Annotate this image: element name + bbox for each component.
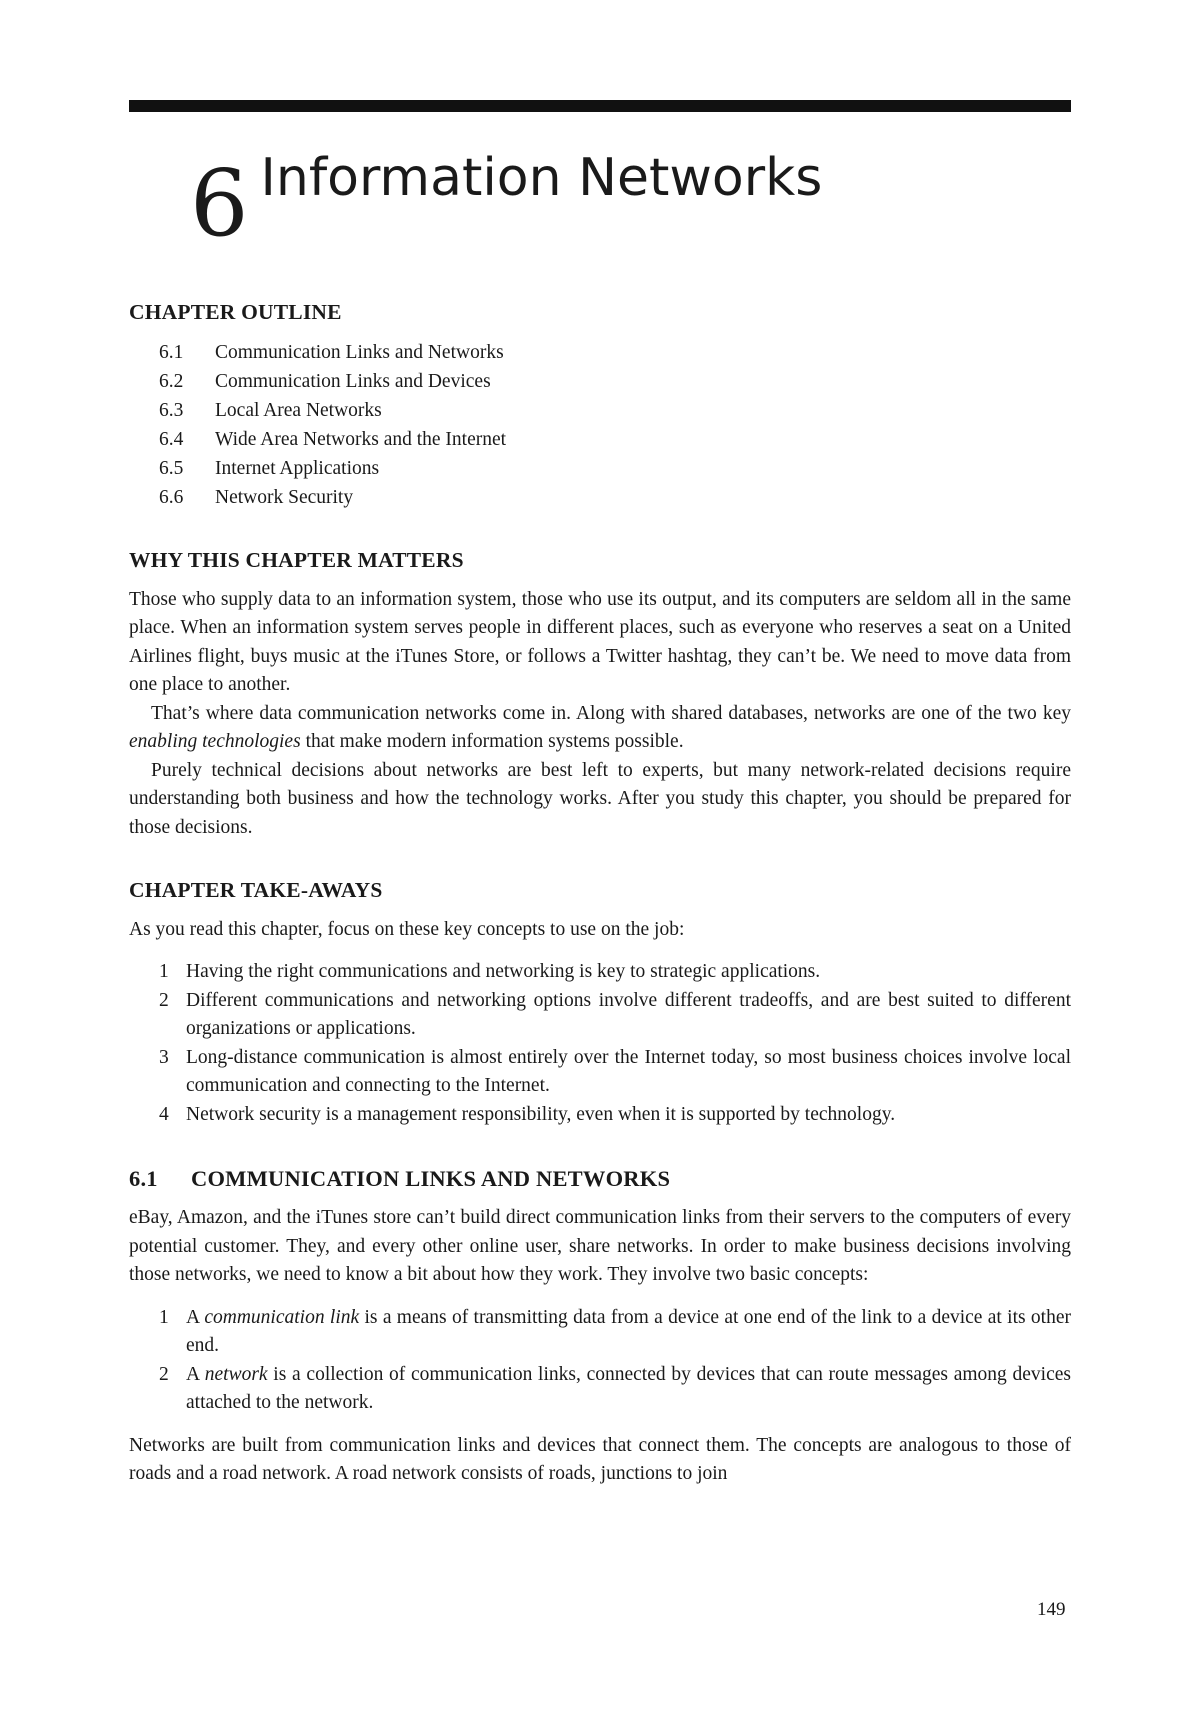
section-6-1-heading xyxy=(129,1165,1071,1192)
takeaway-item xyxy=(159,987,1071,1044)
section-6-1-paragraph-1: eBay, Amazon, and the iTunes store can’t build direct communication links from their servers to the computers of every potential customer. They, and every other online user, share networks. In order to make business decisions involving those networks, we need to know a bit about how they work. They involve two basic concepts: xyxy=(129,1207,1071,1286)
outline-item xyxy=(159,454,1071,483)
concept-number: 2 xyxy=(159,1363,169,1385)
outline-item-label: Internet Applications xyxy=(215,457,380,479)
outline-item-number: 6.4 xyxy=(159,428,184,450)
outline-heading: CHAPTER OUTLINE xyxy=(129,300,342,324)
takeaway-number: 3 xyxy=(159,1046,169,1068)
concept-text xyxy=(186,1304,1071,1361)
concept-text-end: is a collection of communication links, connected by devices that can route messages among devices attached to the network. xyxy=(186,1363,1071,1414)
takeaway-text: Long-distance communication is almost entirely over the Internet today, so most business choices involve local communication and connecting to the Internet. xyxy=(186,1046,1071,1097)
concept-item xyxy=(159,1361,1071,1418)
chapter-outline xyxy=(159,338,1071,512)
takeaways-intro: As you read this chapter, focus on these key concepts to use on the job: xyxy=(129,918,685,940)
page-content xyxy=(129,300,1071,1489)
concept-text xyxy=(186,1361,1071,1418)
outline-item-label: Communication Links and Devices xyxy=(215,370,491,392)
why-paragraph-2 xyxy=(129,700,1071,757)
why-paragraph-1: Those who supply data to an information system, those who use its output, and its computers are seldom all in the same place. When an information system serves people in different places, such as everyone who reserves a seat on a United Airlines flight, buys music at the iTunes Store, or follows a Twitter hashtag, they can’t be. We need to move data from one place to another. xyxy=(129,588,1071,696)
concept-term: network xyxy=(204,1363,268,1385)
takeaway-text: Network security is a management responsibility, even when it is supported by technology. xyxy=(186,1103,896,1125)
outline-item-label: Network Security xyxy=(215,486,354,508)
outline-item-label: Local Area Networks xyxy=(215,399,382,421)
concept-text-end: is a means of transmitting data from a device at one end of the link to a device at its other end. xyxy=(186,1306,1072,1357)
why-paragraph-3: Purely technical decisions about networks are best left to experts, but many network-related decisions require understanding both business and how the technology works. After you study this chapter, you should be prepared for those decisions. xyxy=(129,759,1071,838)
outline-item-number: 6.1 xyxy=(159,341,184,363)
chapter-title-text: Information Networks xyxy=(260,148,823,208)
takeaway-number: 4 xyxy=(159,1103,169,1125)
outline-item-number: 6.6 xyxy=(159,486,184,508)
takeaway-item xyxy=(159,1044,1071,1101)
takeaway-text: Having the right communications and networking is key to strategic applications. xyxy=(186,961,821,983)
outline-item-number: 6.3 xyxy=(159,399,184,421)
outline-item-label: Wide Area Networks and the Internet xyxy=(215,428,507,450)
concept-text-start: A xyxy=(186,1363,205,1385)
takeaway-number: 1 xyxy=(159,961,169,983)
takeaways-list xyxy=(129,958,1071,1129)
concepts-list xyxy=(129,1304,1071,1418)
chapter-top-rule xyxy=(129,100,1071,112)
concept-text-start: A xyxy=(186,1306,205,1328)
outline-item-label: Communication Links and Networks xyxy=(215,341,504,363)
outline-item xyxy=(159,425,1071,454)
why-p2-text: That’s where data communication networks come in. Along with shared databases, networks are one of the two key xyxy=(151,702,1071,724)
why-p2-emphasis: enabling technologies xyxy=(129,731,301,753)
outline-item xyxy=(159,367,1071,396)
section-number: 6.1 xyxy=(129,1166,158,1192)
concept-item xyxy=(159,1304,1071,1361)
page-number: 149 xyxy=(1037,1599,1066,1620)
concept-term: communication link xyxy=(204,1306,360,1328)
chapter-number: 6 xyxy=(190,150,249,257)
why-p2-text-end: that make modern information systems possible. xyxy=(300,731,684,753)
takeaway-item xyxy=(159,958,1071,987)
concept-number: 1 xyxy=(159,1306,169,1328)
why-heading: WHY THIS CHAPTER MATTERS xyxy=(129,547,464,572)
takeaway-item xyxy=(159,1101,1071,1130)
outline-item-number: 6.2 xyxy=(159,370,184,392)
section-title: COMMUNICATION LINKS AND NETWORKS xyxy=(191,1166,671,1192)
outline-item xyxy=(159,483,1071,512)
takeaways-heading: CHAPTER TAKE-AWAYS xyxy=(129,878,383,903)
section-6-1-paragraph-2: Networks are built from communication links and devices that connect them. The concepts are analogous to those of roads and a road network. A road network consists of roads, junctions to join xyxy=(129,1434,1071,1485)
outline-item-number: 6.5 xyxy=(159,457,184,479)
outline-item xyxy=(159,396,1071,425)
outline-item xyxy=(159,338,1071,367)
takeaway-text: Different communications and networking options involve different tradeoffs, and are best suited to different organizations or applications. xyxy=(186,989,1071,1040)
takeaway-number: 2 xyxy=(159,989,169,1011)
chapter-title xyxy=(190,148,823,257)
